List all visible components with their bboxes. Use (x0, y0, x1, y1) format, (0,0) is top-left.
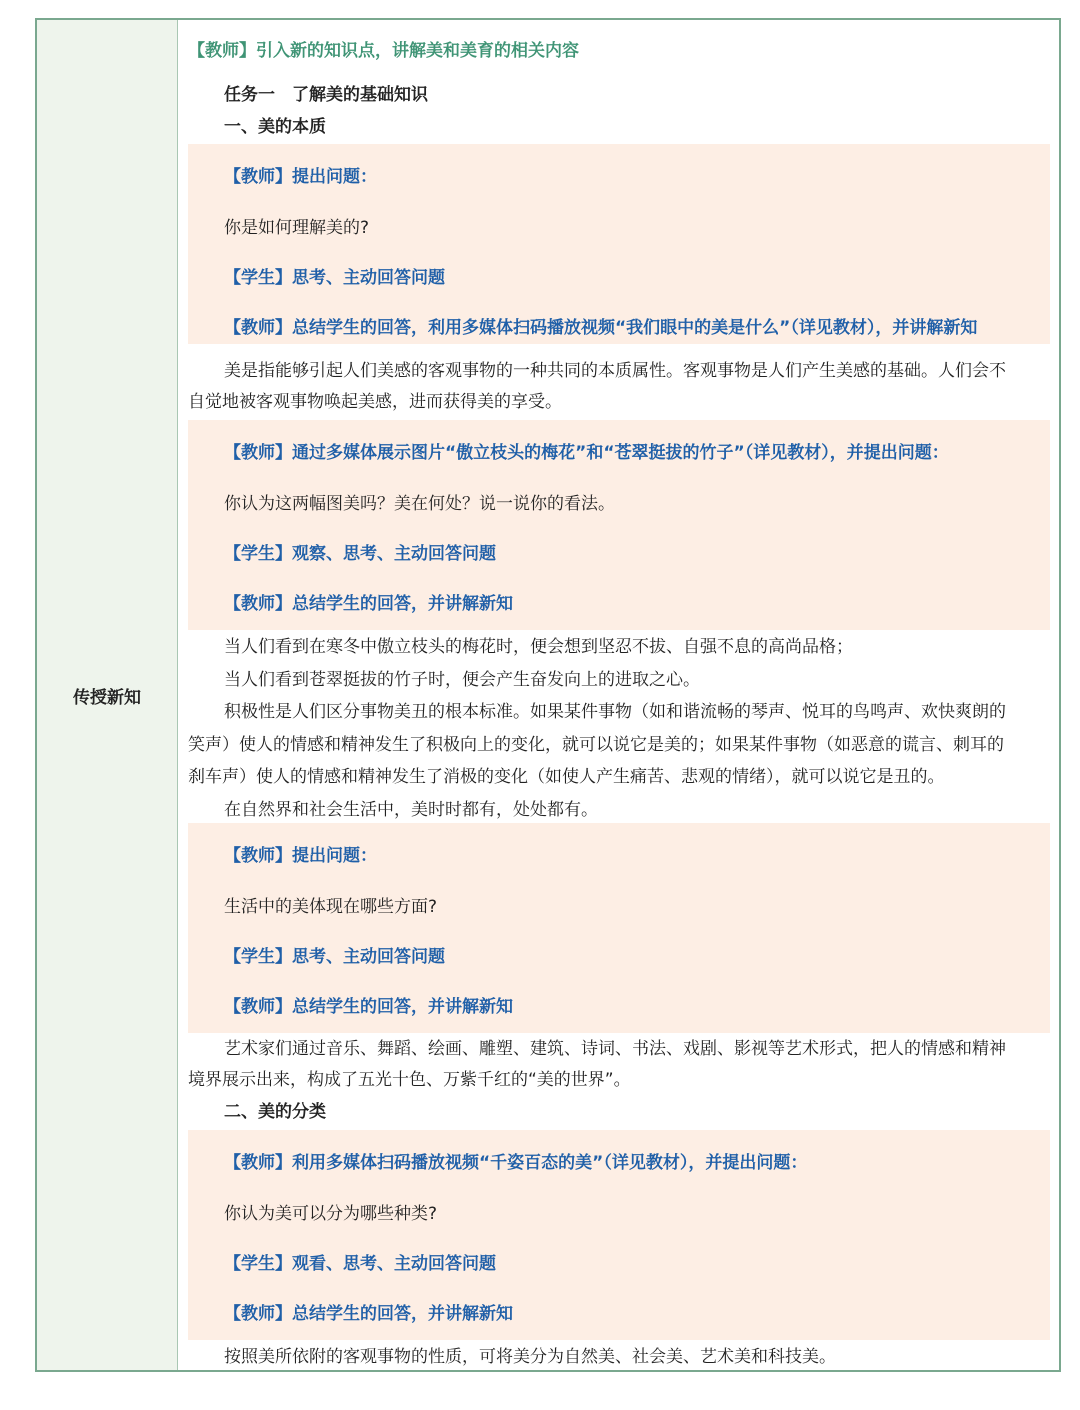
activity-box-1 (188, 144, 1050, 344)
section-1-title: 一、美的本质 (224, 117, 326, 137)
row-label: 传授新知 (73, 687, 141, 708)
section-2-title: 二、美的分类 (224, 1102, 326, 1122)
teacher-question: 【教师】提出问题： (224, 167, 377, 187)
student-response: 【学生】观察、思考、主动回答问题 (224, 544, 496, 564)
lesson-table (35, 18, 1061, 1372)
student-response: 【学生】思考、主动回答问题 (224, 947, 445, 967)
question-text: 你是如何理解美的? (224, 218, 370, 238)
paragraph-2: 当人们看到在寒冬中傲立枝头的梅花时，便会想到坚忍不拔、自强不息的高尚品格； 当人们看到苍翠挺拔的竹子时，便会产生奋发向上的进取之心。 积极性是人们区分事物美丑的根本标准。如果某件事物（如和谐流畅的琴声、悦耳的鸟鸣声、欢快爽朗的 笑声）使人的情感和精神发生了积极向上的变化，就可以说它是美的；如果某件事物（如恶意的谎言、刺耳的 刹车声）使人的情感和精神发生了消极的变化（如使人产生痛苦、悲观的情绪），就可以说它是丑的。 在自然界和社会生活中，美时时都有，处处都有。 (188, 637, 1006, 820)
teacher-question: 【教师】提出问题： (224, 846, 377, 866)
teacher-summary: 【教师】总结学生的回答，利用多媒体扫码播放视频“我们眼中的美是什么”（详见教材），并讲解新知 (224, 318, 978, 338)
student-response: 【学生】观看、思考、主动回答问题 (224, 1254, 496, 1274)
teacher-summary: 【教师】总结学生的回答，并讲解新知 (224, 1304, 513, 1324)
question-text: 你认为美可以分为哪些种类? (224, 1204, 438, 1224)
activity-box-3 (188, 823, 1050, 1033)
question-text: 你认为这两幅图美吗？美在何处？说一说你的看法。 (224, 494, 615, 514)
row-label-cell (37, 20, 178, 1370)
teacher-summary: 【教师】总结学生的回答，并讲解新知 (224, 997, 513, 1017)
teacher-question: 【教师】利用多媒体扫码播放视频“千姿百态的美”（详见教材），并提出问题： (224, 1153, 808, 1173)
paragraph-3: 艺术家们通过音乐、舞蹈、绘画、雕塑、建筑、诗词、书法、戏剧、影视等艺术形式，把人的情感和精神 境界展示出来，构成了五光十色、万紫千红的“美的世界”。 (188, 1039, 1006, 1090)
paragraph-1: 美是指能够引起人们美感的客观事物的一种共同的本质属性。客观事物是人们产生美感的基础。人们会不 自觉地被客观事物唤起美感，进而获得美的享受。 (188, 361, 1006, 412)
activity-box-4 (188, 1130, 1050, 1340)
intro-line: 【教师】引入新的知识点，讲解美和美育的相关内容 (188, 41, 579, 61)
teacher-summary: 【教师】总结学生的回答，并讲解新知 (224, 594, 513, 614)
question-text: 生活中的美体现在哪些方面? (224, 897, 438, 917)
teacher-question: 【教师】通过多媒体展示图片“傲立枝头的梅花”和“苍翠挺拔的竹子”（详见教材），并提出问题： (224, 443, 949, 463)
paragraph-4: 按照美所依附的客观事物的性质，可将美分为自然美、社会美、艺术美和科技美。 (224, 1347, 836, 1367)
student-response: 【学生】思考、主动回答问题 (224, 268, 445, 288)
task-title: 任务一 了解美的基础知识 (224, 85, 428, 105)
content-cell (178, 20, 1059, 1370)
activity-box-2 (188, 420, 1050, 630)
